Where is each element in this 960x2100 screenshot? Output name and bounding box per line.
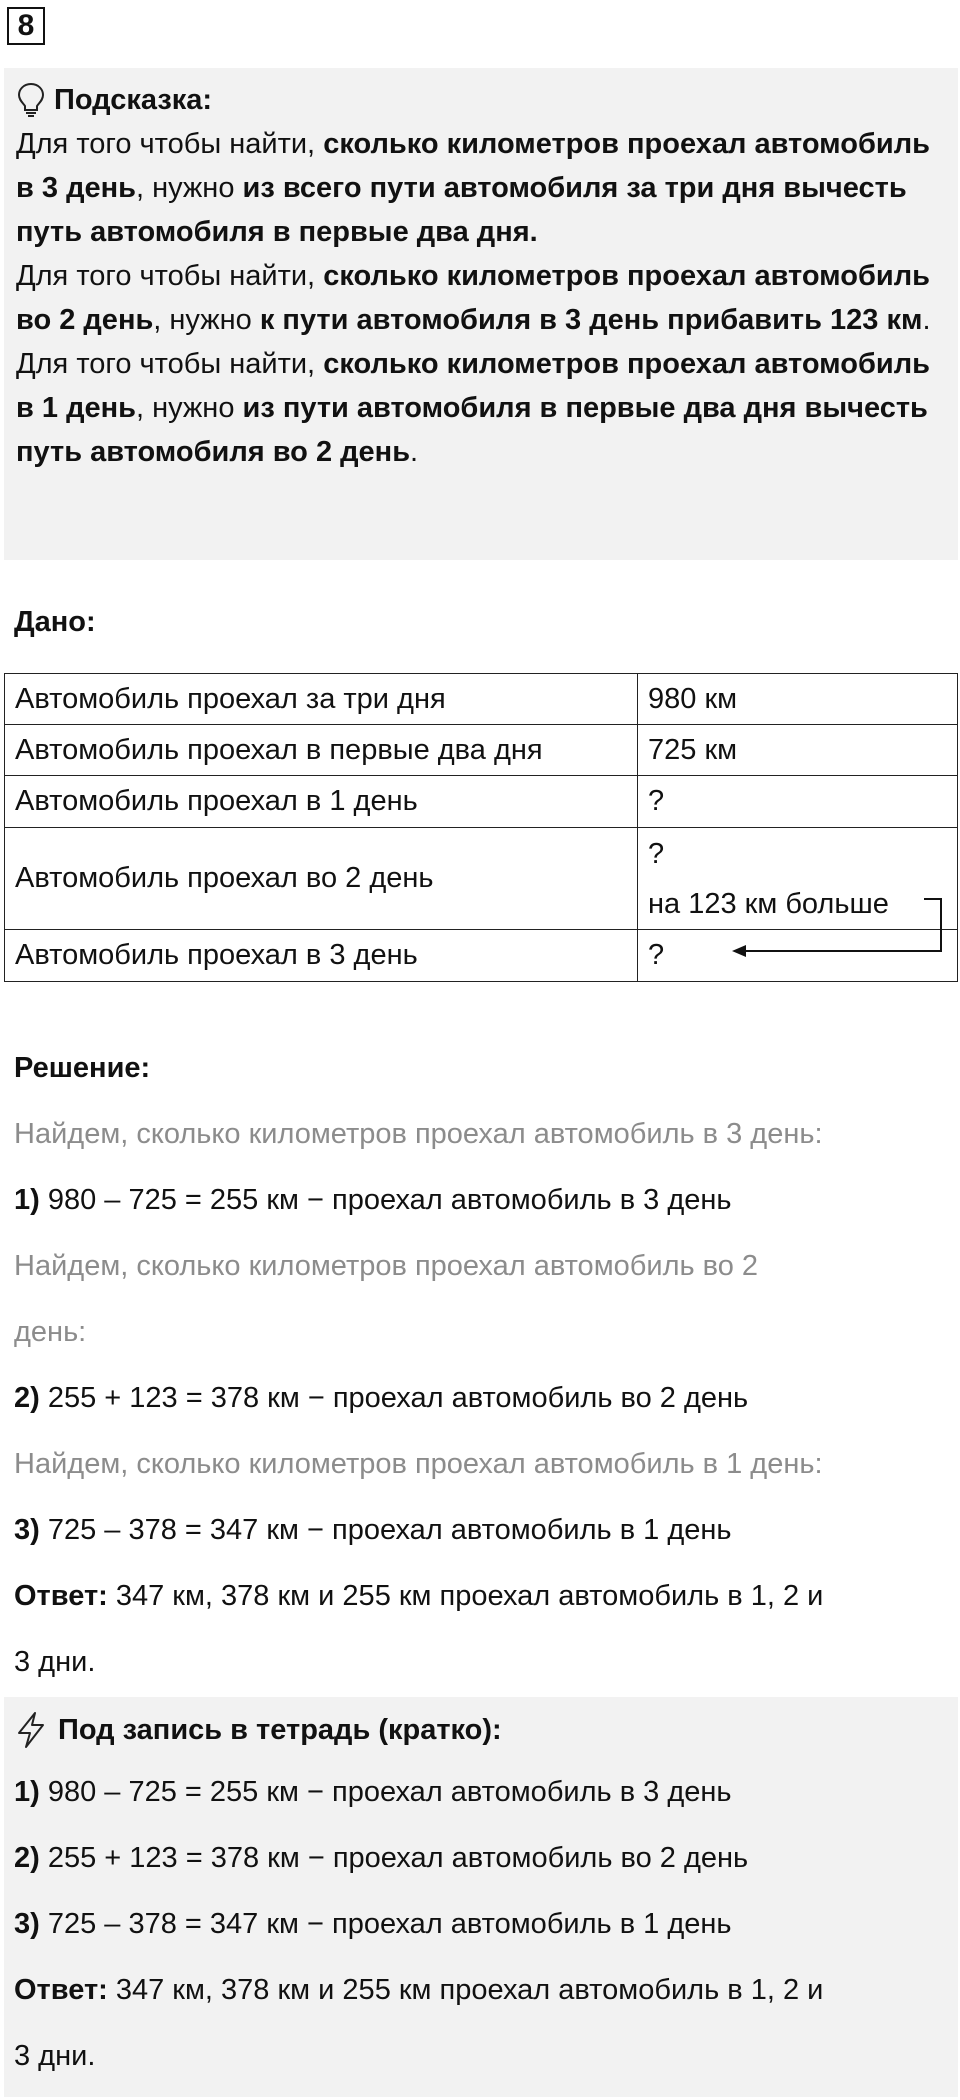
notebook-step	[14, 1825, 944, 1891]
solution-step	[14, 1167, 944, 1233]
given-title: Дано:	[14, 606, 96, 638]
table-row	[5, 930, 958, 982]
notebook-step	[14, 1759, 944, 1825]
notebook-step	[14, 1891, 944, 1957]
hint-emphasis: сколько километров проехал автомобиль в 3 день	[16, 128, 930, 204]
hint-text: .	[410, 436, 419, 468]
row-value-question: ?	[648, 837, 665, 870]
row-label: Автомобиль проехал в первые два дня	[5, 725, 638, 776]
notebook-header	[14, 1702, 502, 1758]
hint-text: , нужно	[153, 304, 260, 336]
step-text: 725 – 378 = 347 км − проехал автомобиль в 1 день	[39, 1908, 732, 1940]
step-number: 1)	[14, 1776, 40, 1808]
task-number: 8	[7, 7, 45, 45]
lightbulb-icon	[16, 82, 46, 118]
hint-text: .	[922, 304, 931, 336]
step-text: 725 – 378 = 347 км − проехал автомобиль в 1 день	[39, 1514, 732, 1546]
solution-answer-cont: 3 дни.	[14, 1646, 96, 1678]
step-text: 980 – 725 = 255 км − проехал автомобиль в 3 день	[39, 1184, 732, 1216]
solution-comment: Найдем, сколько километров проехал автомобиль в 3 день:	[14, 1118, 823, 1150]
hint-text: , нужно	[135, 392, 243, 424]
notebook-answer-cont: 3 дни.	[14, 2040, 96, 2072]
hint-emphasis: из пути автомобиля в первые два дня вычесть путь автомобиля во 2 день	[16, 392, 928, 468]
hint-text: Для того чтобы найти,	[16, 128, 324, 160]
solution-title: Решение:	[14, 1052, 151, 1084]
row-value	[638, 828, 958, 930]
hint-box	[4, 68, 958, 560]
hint-emphasis: из всего пути автомобиля за три дня вычесть путь автомобиля в первые два дня.	[16, 172, 907, 248]
hint-text: Для того чтобы найти,	[16, 260, 324, 292]
answer-label: Ответ:	[14, 1974, 108, 2006]
hint-paragraph-2	[16, 254, 946, 342]
step-text: 255 + 123 = 378 км − проехал автомобиль во 2 день	[39, 1842, 749, 1874]
row-value-note: на 123 км больше	[648, 887, 889, 920]
hint-emphasis: к пути автомобиля в 3 день прибавить 123 км	[259, 304, 923, 336]
hint-header	[16, 78, 946, 122]
solution-answer	[14, 1563, 944, 1629]
hint-paragraph-3	[16, 342, 946, 474]
solution-comment: Найдем, сколько километров проехал автомобиль во 2	[14, 1250, 759, 1282]
row-value: ?	[638, 776, 958, 828]
answer-text: 347 км, 378 км и 255 км проехал автомобиль в 1, 2 и	[107, 1580, 824, 1612]
answer-label: Ответ:	[14, 1580, 108, 1612]
table-row	[5, 776, 958, 828]
row-value: 980 км	[638, 674, 958, 725]
hint-emphasis: сколько километров проехал автомобиль во 2 день	[16, 260, 930, 336]
step-number: 1)	[14, 1184, 40, 1216]
notebook-answer	[14, 1957, 944, 2023]
step-text: 980 – 725 = 255 км − проехал автомобиль в 3 день	[39, 1776, 732, 1808]
hint-paragraph-1	[16, 122, 946, 254]
lightning-icon	[14, 1711, 48, 1749]
row-label: Автомобиль проехал за три дня	[5, 674, 638, 725]
step-text: 255 + 123 = 378 км − проехал автомобиль во 2 день	[39, 1382, 749, 1414]
solution-comment: день:	[14, 1316, 87, 1348]
given-table	[4, 673, 958, 982]
hint-body	[16, 122, 946, 474]
hint-emphasis: сколько километров проехал автомобиль в 1 день	[16, 348, 930, 424]
hint-text: Для того чтобы найти,	[16, 348, 324, 380]
row-value: 725 км	[638, 725, 958, 776]
row-value: ?	[638, 930, 958, 982]
solution-step	[14, 1497, 944, 1563]
step-number: 2)	[14, 1382, 40, 1414]
answer-text: 347 км, 378 км и 255 км проехал автомобиль в 1, 2 и	[107, 1974, 824, 2006]
step-number: 3)	[14, 1514, 40, 1546]
table-row	[5, 828, 958, 930]
step-number: 3)	[14, 1908, 40, 1940]
row-label: Автомобиль проехал в 1 день	[5, 776, 638, 828]
table-row	[5, 725, 958, 776]
hint-title: Подсказка:	[54, 83, 213, 116]
given-table-wrap	[4, 673, 958, 982]
table-row	[5, 674, 958, 725]
step-number: 2)	[14, 1842, 40, 1874]
solution-step	[14, 1365, 944, 1431]
solution-comment: Найдем, сколько километров проехал автомобиль в 1 день:	[14, 1448, 823, 1480]
notebook-title: Под запись в тетрадь (кратко):	[58, 1713, 502, 1746]
row-label: Автомобиль проехал в 3 день	[5, 930, 638, 982]
hint-text: , нужно	[135, 172, 243, 204]
row-label: Автомобиль проехал во 2 день	[5, 828, 638, 930]
